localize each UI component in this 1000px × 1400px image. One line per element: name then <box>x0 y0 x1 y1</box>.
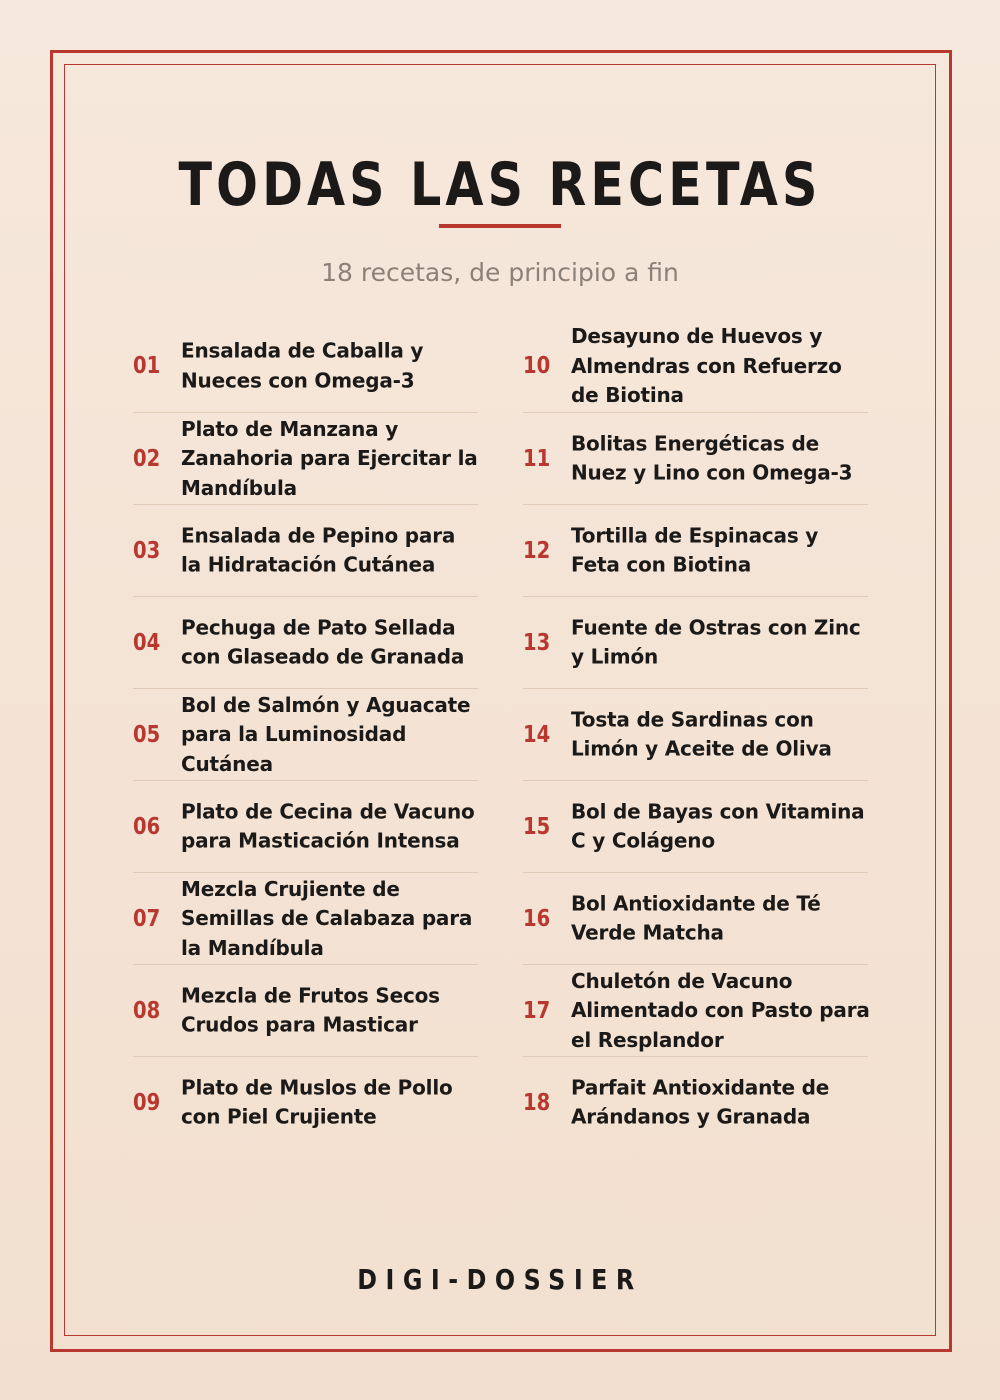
recipe-name: Bolitas Energéticas de Nuez y Lino con Omega-3 <box>571 431 853 485</box>
recipe-name: Pechuga de Pato Sellada con Glaseado de Granada <box>181 615 465 669</box>
recipe-name: Plato de Manzana y Zanahoria para Ejercitar la Mandíbula <box>181 416 478 500</box>
page-title: TODAS LAS RECETAS <box>178 150 822 220</box>
title-underline <box>439 224 561 228</box>
recipe-number: 08 <box>133 997 161 1024</box>
recipe-name: Chuletón de Vacuno Alimentado con Pasto para el Resplandor <box>571 968 870 1052</box>
recipe-number: 14 <box>523 721 551 748</box>
recipe-item <box>523 504 868 596</box>
recipe-number: 17 <box>523 997 551 1024</box>
recipe-item <box>523 1056 868 1148</box>
recipe-number: 01 <box>133 353 161 379</box>
recipe-name: Parfait Antioxidante de Arándanos y Granada <box>571 1075 830 1129</box>
recipe-name: Bol de Bayas con Vitamina C y Colágeno <box>571 799 865 853</box>
page-subtitle: 18 recetas, de principio a fin <box>321 258 679 287</box>
recipe-number: 02 <box>133 445 161 472</box>
recipe-name: Fuente de Ostras con Zinc y Limón <box>571 615 861 669</box>
recipe-item <box>133 1056 478 1148</box>
recipe-item <box>523 872 868 964</box>
recipe-name: Bol de Salmón y Aguacate para la Luminosidad Cutánea <box>181 692 471 776</box>
recipe-item <box>133 688 478 780</box>
recipe-number: 15 <box>523 813 551 840</box>
recipe-item <box>523 412 868 504</box>
recipe-number: 10 <box>523 353 551 379</box>
recipe-number: 18 <box>523 1089 551 1116</box>
recipe-name: Plato de Muslos de Pollo con Piel Crujiente <box>181 1075 453 1129</box>
recipe-item <box>523 688 868 780</box>
recipe-number: 04 <box>133 629 161 656</box>
recipe-number: 03 <box>133 537 161 564</box>
recipe-item <box>133 872 478 964</box>
recipe-number: 16 <box>523 905 551 932</box>
recipe-item <box>133 964 478 1056</box>
recipe-number: 09 <box>133 1089 161 1116</box>
recipe-number: 07 <box>133 905 161 932</box>
recipe-name: Tosta de Sardinas con Limón y Aceite de Oliva <box>571 707 832 761</box>
recipe-item <box>133 320 478 412</box>
recipe-name: Tortilla de Espinacas y Feta con Biotina <box>571 523 819 577</box>
recipe-number: 11 <box>523 445 551 472</box>
recipe-item <box>133 780 478 872</box>
recipe-item <box>523 596 868 688</box>
brand-logo-text: DIGI-DOSSIER <box>357 1263 643 1296</box>
recipe-name: Desayuno de Huevos y Almendras con Refuerzo de Biotina <box>571 323 842 407</box>
recipe-name: Mezcla Crujiente de Semillas de Calabaza para la Mandíbula <box>181 876 473 960</box>
recipe-item <box>133 504 478 596</box>
recipe-item <box>523 320 868 412</box>
recipe-number: 13 <box>523 629 551 656</box>
recipe-number: 05 <box>133 721 161 748</box>
recipe-name: Mezcla de Frutos Secos Crudos para Masticar <box>181 983 440 1037</box>
recipe-name: Ensalada de Caballa y Nueces con Omega-3 <box>181 338 424 392</box>
recipe-item <box>133 596 478 688</box>
recipe-item <box>523 964 868 1056</box>
recipe-number: 06 <box>133 813 161 840</box>
recipe-name: Bol Antioxidante de Té Verde Matcha <box>571 891 821 945</box>
recipe-name: Ensalada de Pepino para la Hidratación Cutánea <box>181 523 456 577</box>
recipe-item <box>133 412 478 504</box>
recipe-number: 12 <box>523 537 551 564</box>
recipe-name: Plato de Cecina de Vacuno para Masticación Intensa <box>181 799 475 853</box>
recipe-list-right <box>523 320 868 1148</box>
recipe-item <box>523 780 868 872</box>
recipe-list-left <box>133 320 478 1148</box>
